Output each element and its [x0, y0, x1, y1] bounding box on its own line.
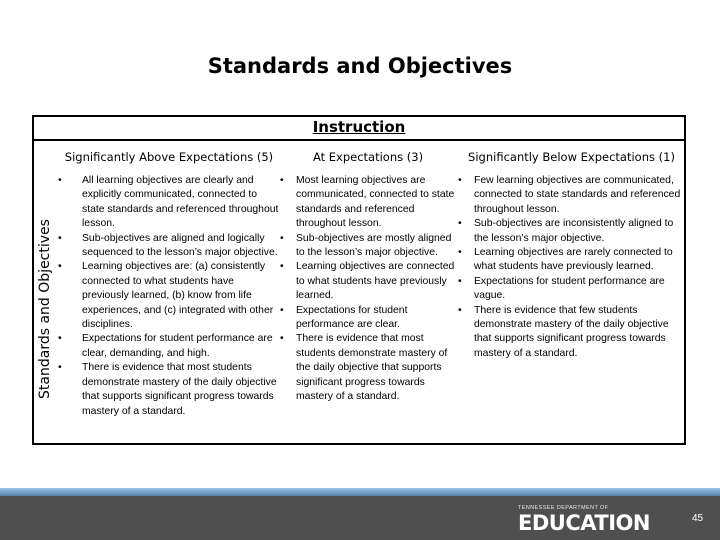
list-item: • Learning objectives are connected to what students have previously learned.	[280, 260, 458, 303]
criteria-list-at	[280, 174, 458, 405]
column-heading-above: Significantly Above Expectations (5)	[64, 150, 274, 164]
list-item: • Expectations for student performance are clear.	[280, 304, 458, 333]
rubric-table	[32, 115, 686, 445]
list-item: • Expectations for student performance are clear, demanding, and high.	[58, 332, 282, 361]
criteria-list-below	[458, 174, 684, 361]
side-label	[36, 176, 54, 441]
list-item: • Few learning objectives are communicated, connected to state standards and referenced throughout lesson.	[458, 174, 684, 217]
list-item: • Sub-objectives are aligned and logically sequenced to the lesson’s major objective.	[58, 232, 282, 261]
criteria-list-above	[58, 174, 282, 419]
section-title: Instruction	[312, 118, 406, 136]
logo-wordmark: EDUCATION	[518, 511, 650, 535]
side-label-text: Standards and Objectives	[37, 218, 53, 399]
list-item: • There is evidence that most students demonstrate mastery of the daily objective that supports significant progress towards mastery of a standard.	[58, 361, 282, 419]
list-item: • Sub-objectives are inconsistently aligned to the lesson’s major objective.	[458, 217, 684, 246]
column-above	[58, 174, 282, 419]
list-item: • Most learning objectives are communicated, connected to state standards and referenced throughout lesson.	[280, 174, 458, 232]
list-item: • Learning objectives are rarely connected to what students have previously learned.	[458, 246, 684, 275]
column-heading-at: At Expectations (3)	[312, 150, 424, 164]
footer-bar	[0, 488, 720, 540]
list-item: • There is evidence that few students demonstrate mastery of the daily objective that supports significant progress towards mastery of a standard.	[458, 304, 684, 362]
list-item: • Expectations for student performance are vague.	[458, 275, 684, 304]
column-below	[458, 174, 684, 361]
department-logo	[518, 505, 686, 537]
list-item: • Sub-objectives are mostly aligned to the lesson’s major objective.	[280, 232, 458, 261]
rubric-header	[34, 117, 684, 141]
logo-subtitle: TENNESSEE DEPARTMENT OF	[518, 505, 609, 511]
list-item: • All learning objectives are clearly and explicitly communicated, connected to state standards and referenced throughout lesson.	[58, 174, 282, 232]
column-at	[280, 174, 458, 405]
list-item: • Learning objectives are: (a) consistently connected to what students have previously learned, (b) know from life experiences, and (c) integrated with other disciplines.	[58, 260, 282, 332]
footer-band	[0, 488, 720, 496]
column-heading-below: Significantly Below Expectations (1)	[468, 150, 675, 164]
slide-title: Standards and Objectives	[207, 54, 513, 78]
slide-number: 45	[692, 513, 704, 524]
list-item: • There is evidence that most students demonstrate mastery of the daily objective that supports significant progress towards mastery of a standard.	[280, 332, 458, 404]
